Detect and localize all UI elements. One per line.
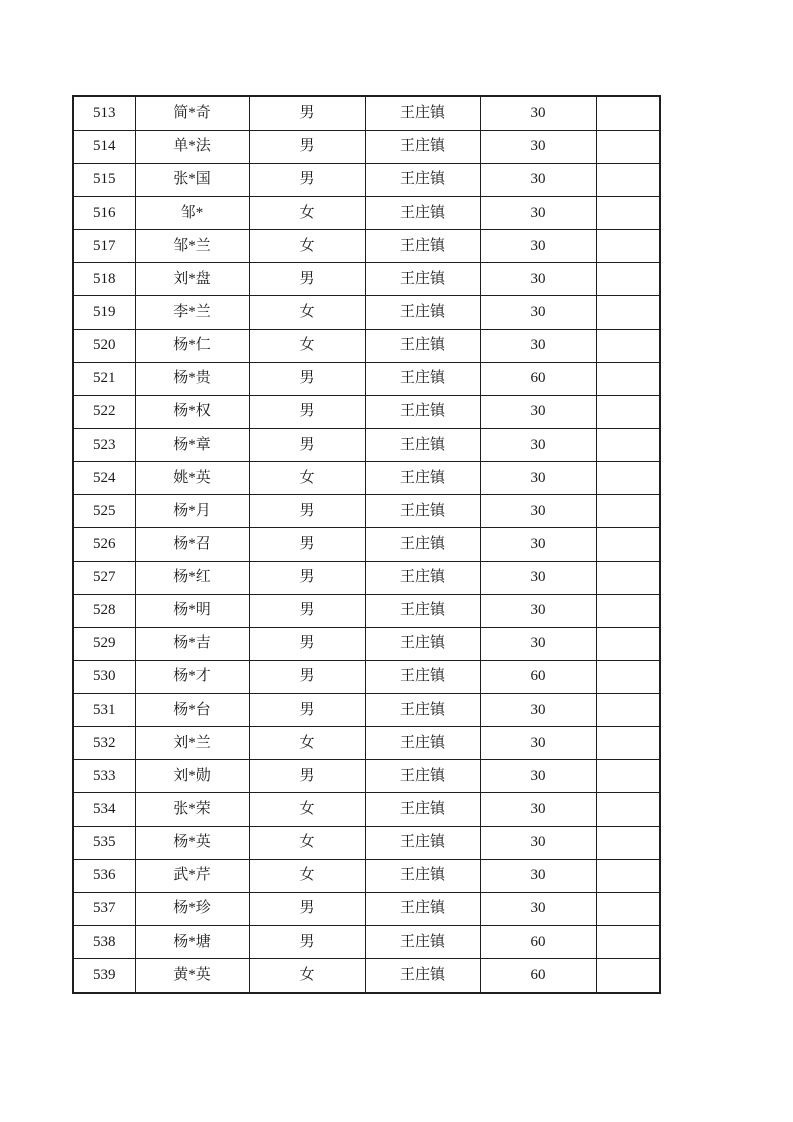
cell-town: 王庄镇	[365, 263, 480, 296]
cell-gender: 女	[249, 329, 365, 362]
table-row	[73, 627, 660, 660]
cell-amount: 60	[480, 926, 596, 959]
cell-note	[596, 130, 660, 163]
roster-table	[72, 95, 661, 994]
cell-note	[596, 727, 660, 760]
cell-note	[596, 694, 660, 727]
cell-town: 王庄镇	[365, 362, 480, 395]
cell-gender: 男	[249, 96, 365, 130]
cell-note	[596, 594, 660, 627]
cell-gender: 女	[249, 727, 365, 760]
cell-name: 李*兰	[135, 296, 249, 329]
cell-amount: 30	[480, 329, 596, 362]
cell-index: 520	[73, 329, 135, 362]
roster-table-container	[72, 95, 661, 994]
table-row	[73, 959, 660, 993]
cell-amount: 30	[480, 826, 596, 859]
cell-index: 523	[73, 428, 135, 461]
cell-gender: 男	[249, 495, 365, 528]
cell-name: 杨*召	[135, 528, 249, 561]
roster-body	[73, 96, 660, 993]
table-row	[73, 926, 660, 959]
cell-name: 简*奇	[135, 96, 249, 130]
table-row	[73, 561, 660, 594]
cell-index: 521	[73, 362, 135, 395]
table-row	[73, 859, 660, 892]
cell-amount: 30	[480, 561, 596, 594]
cell-town: 王庄镇	[365, 694, 480, 727]
cell-town: 王庄镇	[365, 495, 480, 528]
cell-town: 王庄镇	[365, 462, 480, 495]
cell-note	[596, 959, 660, 993]
table-row	[73, 793, 660, 826]
cell-town: 王庄镇	[365, 760, 480, 793]
cell-gender: 女	[249, 230, 365, 263]
cell-town: 王庄镇	[365, 959, 480, 993]
cell-amount: 60	[480, 660, 596, 693]
cell-index: 514	[73, 130, 135, 163]
cell-gender: 女	[249, 826, 365, 859]
cell-gender: 男	[249, 163, 365, 196]
cell-name: 杨*明	[135, 594, 249, 627]
cell-note	[596, 528, 660, 561]
cell-index: 528	[73, 594, 135, 627]
cell-name: 杨*吉	[135, 627, 249, 660]
cell-gender: 女	[249, 793, 365, 826]
table-row	[73, 130, 660, 163]
cell-town: 王庄镇	[365, 892, 480, 925]
cell-name: 杨*塘	[135, 926, 249, 959]
cell-amount: 30	[480, 594, 596, 627]
cell-name: 杨*才	[135, 660, 249, 693]
cell-index: 538	[73, 926, 135, 959]
cell-town: 王庄镇	[365, 826, 480, 859]
cell-note	[596, 826, 660, 859]
cell-town: 王庄镇	[365, 296, 480, 329]
cell-name: 杨*台	[135, 694, 249, 727]
cell-index: 530	[73, 660, 135, 693]
cell-index: 517	[73, 230, 135, 263]
table-row	[73, 760, 660, 793]
cell-gender: 男	[249, 263, 365, 296]
cell-note	[596, 196, 660, 229]
table-row	[73, 495, 660, 528]
cell-amount: 30	[480, 793, 596, 826]
cell-town: 王庄镇	[365, 395, 480, 428]
cell-amount: 30	[480, 395, 596, 428]
cell-name: 杨*月	[135, 495, 249, 528]
cell-note	[596, 926, 660, 959]
cell-name: 杨*贵	[135, 362, 249, 395]
cell-gender: 男	[249, 892, 365, 925]
cell-index: 527	[73, 561, 135, 594]
table-row	[73, 727, 660, 760]
cell-gender: 男	[249, 694, 365, 727]
cell-amount: 30	[480, 230, 596, 263]
table-row	[73, 428, 660, 461]
table-row	[73, 230, 660, 263]
cell-gender: 男	[249, 594, 365, 627]
cell-town: 王庄镇	[365, 96, 480, 130]
cell-index: 536	[73, 859, 135, 892]
table-row	[73, 362, 660, 395]
cell-index: 515	[73, 163, 135, 196]
table-row	[73, 594, 660, 627]
cell-name: 邹*	[135, 196, 249, 229]
cell-name: 姚*英	[135, 462, 249, 495]
cell-name: 邹*兰	[135, 230, 249, 263]
cell-name: 武*芹	[135, 859, 249, 892]
cell-amount: 30	[480, 296, 596, 329]
cell-index: 522	[73, 395, 135, 428]
cell-index: 524	[73, 462, 135, 495]
cell-gender: 男	[249, 561, 365, 594]
cell-town: 王庄镇	[365, 196, 480, 229]
cell-index: 534	[73, 793, 135, 826]
cell-note	[596, 395, 660, 428]
table-row	[73, 892, 660, 925]
cell-note	[596, 329, 660, 362]
cell-gender: 男	[249, 362, 365, 395]
cell-index: 539	[73, 959, 135, 993]
cell-amount: 30	[480, 495, 596, 528]
cell-index: 513	[73, 96, 135, 130]
cell-town: 王庄镇	[365, 859, 480, 892]
cell-note	[596, 660, 660, 693]
cell-amount: 30	[480, 760, 596, 793]
cell-index: 518	[73, 263, 135, 296]
cell-gender: 男	[249, 395, 365, 428]
cell-note	[596, 263, 660, 296]
cell-index: 525	[73, 495, 135, 528]
cell-note	[596, 296, 660, 329]
cell-name: 张*国	[135, 163, 249, 196]
cell-note	[596, 495, 660, 528]
table-row	[73, 462, 660, 495]
cell-index: 516	[73, 196, 135, 229]
table-row	[73, 528, 660, 561]
cell-name: 杨*珍	[135, 892, 249, 925]
cell-note	[596, 163, 660, 196]
cell-town: 王庄镇	[365, 163, 480, 196]
cell-name: 单*法	[135, 130, 249, 163]
cell-name: 杨*英	[135, 826, 249, 859]
table-row	[73, 395, 660, 428]
table-row	[73, 329, 660, 362]
cell-name: 杨*红	[135, 561, 249, 594]
cell-amount: 30	[480, 130, 596, 163]
cell-town: 王庄镇	[365, 561, 480, 594]
cell-gender: 男	[249, 660, 365, 693]
cell-town: 王庄镇	[365, 329, 480, 362]
cell-index: 532	[73, 727, 135, 760]
cell-gender: 女	[249, 859, 365, 892]
cell-name: 刘*兰	[135, 727, 249, 760]
table-row	[73, 826, 660, 859]
cell-amount: 30	[480, 694, 596, 727]
cell-note	[596, 793, 660, 826]
cell-name: 刘*盘	[135, 263, 249, 296]
cell-amount: 30	[480, 96, 596, 130]
cell-index: 526	[73, 528, 135, 561]
cell-town: 王庄镇	[365, 428, 480, 461]
cell-amount: 60	[480, 959, 596, 993]
table-row	[73, 96, 660, 130]
cell-note	[596, 428, 660, 461]
cell-amount: 30	[480, 627, 596, 660]
cell-name: 张*荣	[135, 793, 249, 826]
cell-town: 王庄镇	[365, 627, 480, 660]
cell-amount: 30	[480, 528, 596, 561]
cell-note	[596, 362, 660, 395]
cell-index: 531	[73, 694, 135, 727]
cell-index: 533	[73, 760, 135, 793]
cell-name: 刘*勋	[135, 760, 249, 793]
cell-town: 王庄镇	[365, 594, 480, 627]
cell-note	[596, 561, 660, 594]
cell-gender: 男	[249, 130, 365, 163]
cell-gender: 男	[249, 760, 365, 793]
cell-gender: 女	[249, 296, 365, 329]
cell-name: 杨*权	[135, 395, 249, 428]
cell-note	[596, 892, 660, 925]
table-row	[73, 660, 660, 693]
cell-note	[596, 760, 660, 793]
cell-amount: 30	[480, 892, 596, 925]
cell-name: 黄*英	[135, 959, 249, 993]
cell-index: 537	[73, 892, 135, 925]
table-row	[73, 163, 660, 196]
cell-gender: 男	[249, 926, 365, 959]
cell-gender: 男	[249, 428, 365, 461]
table-row	[73, 196, 660, 229]
cell-town: 王庄镇	[365, 926, 480, 959]
cell-town: 王庄镇	[365, 727, 480, 760]
cell-note	[596, 627, 660, 660]
table-row	[73, 263, 660, 296]
cell-town: 王庄镇	[365, 230, 480, 263]
table-row	[73, 694, 660, 727]
cell-gender: 男	[249, 627, 365, 660]
cell-amount: 30	[480, 196, 596, 229]
cell-town: 王庄镇	[365, 660, 480, 693]
cell-note	[596, 96, 660, 130]
cell-gender: 女	[249, 462, 365, 495]
cell-town: 王庄镇	[365, 130, 480, 163]
cell-amount: 30	[480, 727, 596, 760]
table-row	[73, 296, 660, 329]
cell-gender: 女	[249, 196, 365, 229]
cell-amount: 30	[480, 462, 596, 495]
cell-name: 杨*章	[135, 428, 249, 461]
cell-name: 杨*仁	[135, 329, 249, 362]
cell-gender: 女	[249, 959, 365, 993]
cell-town: 王庄镇	[365, 528, 480, 561]
cell-gender: 男	[249, 528, 365, 561]
cell-index: 519	[73, 296, 135, 329]
cell-amount: 30	[480, 859, 596, 892]
cell-amount: 30	[480, 428, 596, 461]
cell-amount: 30	[480, 163, 596, 196]
cell-note	[596, 230, 660, 263]
cell-index: 529	[73, 627, 135, 660]
cell-town: 王庄镇	[365, 793, 480, 826]
cell-amount: 60	[480, 362, 596, 395]
cell-index: 535	[73, 826, 135, 859]
cell-amount: 30	[480, 263, 596, 296]
cell-note	[596, 859, 660, 892]
cell-note	[596, 462, 660, 495]
